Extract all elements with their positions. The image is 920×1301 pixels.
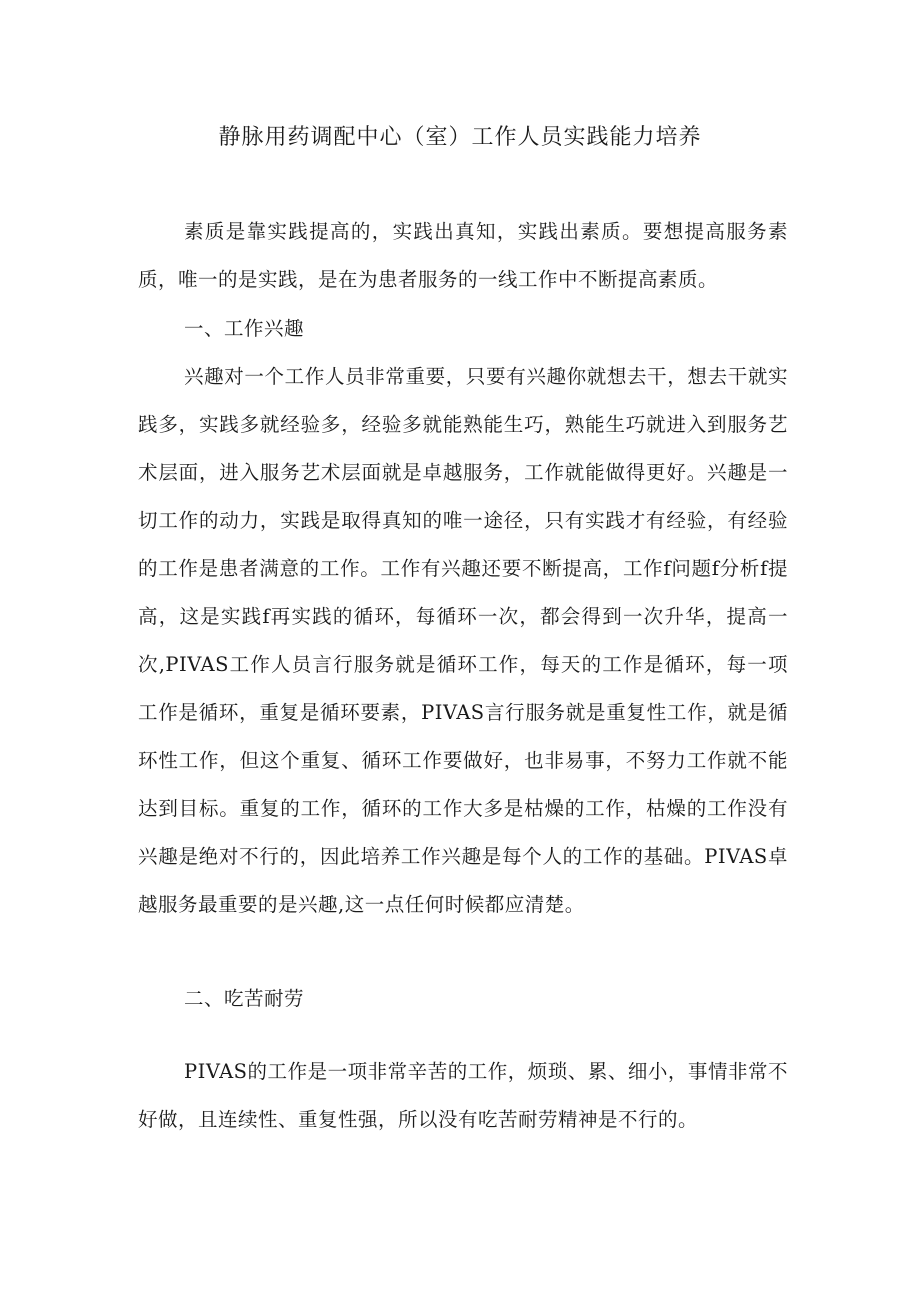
section-heading-hardwork: 二、吃苦耐劳 [184,987,305,1010]
document-title: 静脉用药调配中心（室）工作人员实践能力培养 [218,125,702,150]
hardwork-paragraph: PIVAS的工作是一项非常辛苦的工作，烦琐、累、细小，事情非常不好做，且连续性、重复性强，所以没有吃苦耐劳精神是不行的。 [138,1060,788,1131]
section-heading-interest: 一、工作兴趣 [184,317,305,340]
intro-paragraph: 素质是靠实践提高的，实践出真知，实践出素质。要想提高服务素质，唯一的是实践，是在为患者服务的一线工作中不断提高素质。 [138,220,788,291]
interest-paragraph: 兴趣对一个工作人员非常重要，只要有兴趣你就想去干，想去干就实践多，实践多就经验多，经验多就能熟能生巧，熟能生巧就进入到服务艺术层面，进入服务艺术层面就是卓越服务，工作就能做得更好。兴趣是一切工作的动力，实践是取得真知的唯一途径，只有实践才有经验，有经验的工作是患者满意的工作。工作有兴趣还要不断提高，工作f问题f分析f提高，这是实践f再实践的循环，每循环一次，都会得到一次升华，提高一次,PIVAS工作人员言行服务就是循环工作，每天的工作是循环，每一项工作是循环，重复是循环要素，PIVAS言行服务就是重复性工作，就是循环性工作，但这个重复、循环工作要做好，也非易事，不努力工作就不能达到目标。重复的工作，循环的工作大多是枯燥的工作，枯燥的工作没有兴趣是绝对不行的，因此培养工作兴趣是每个人的工作的基础。PIVAS卓越服务最重要的是兴趣,这一点任何时候都应清楚。 [138,365,788,916]
